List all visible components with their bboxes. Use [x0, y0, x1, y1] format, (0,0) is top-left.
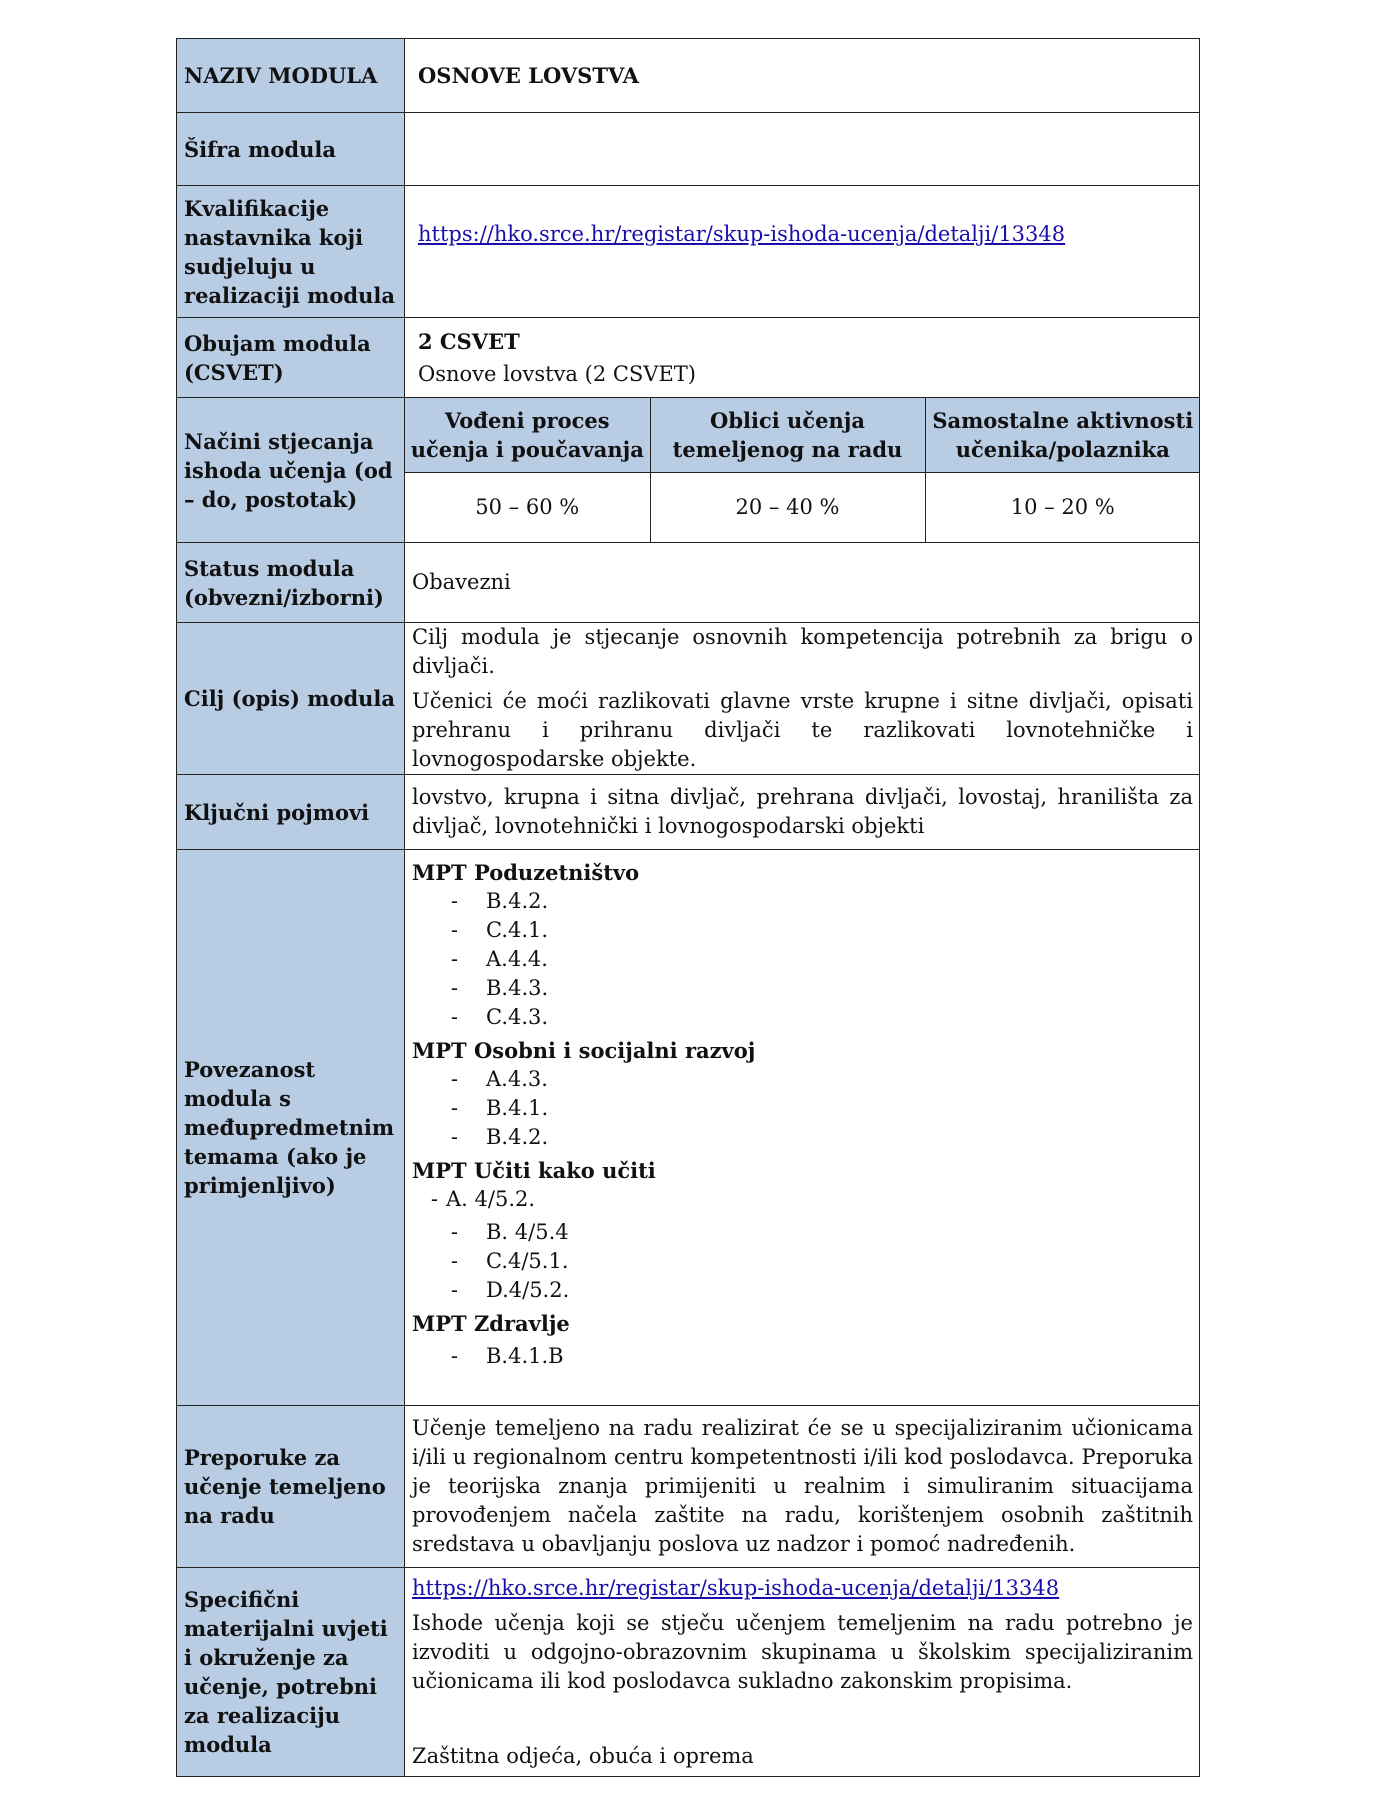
row-keywords [177, 775, 1200, 850]
row-teacher-qualifications [177, 186, 1200, 318]
volume-detail: Osnove lovstva (2 CSVET) [418, 361, 697, 386]
label-module-goal: Cilj (opis) modula [177, 623, 405, 775]
environment-paragraph: Ishode učenja koji se stječu učenjem temeljenim na radu potrebno je izvoditi u odgojno-obrazovnim skupinama u školskim specijaliziranim učionicama ili kod poslodavca sukladno zakonskim propisima. [412, 1611, 1193, 1693]
environment-paragraph: Zaštitna odjeća, obuća i oprema [412, 1744, 754, 1768]
module-document [176, 38, 1199, 1777]
label-cross-curricular: Povezanost modula s međupredmetnim temama (ako je primjenljivo) [177, 850, 405, 1406]
list-item: - B. 4/5.4 [450, 1220, 569, 1244]
methods-header: Samostalne aktivnosti učenika/polaznika [925, 398, 1200, 473]
list-item: - C.4.1. [450, 918, 549, 942]
row-learning-methods [177, 398, 1200, 543]
module-name: OSNOVE LOVSTVA [405, 39, 1200, 113]
label-module-volume: Obujam modula (CSVET) [177, 318, 405, 398]
row-module-name [177, 39, 1200, 113]
volume-value: 2 CSVET [418, 328, 520, 354]
goal-paragraph: Cilj modula je stjecanje osnovnih kompetencija potrebnih za brigu o divljači. [412, 625, 1193, 678]
row-work-based-learning [177, 1406, 1200, 1568]
list-item: - A.4.4. [450, 947, 548, 971]
work-based-learning: Učenje temeljeno na radu realizirat će se u specijaliziranim učionicama i/ili u regionalnom centru kompetentnosti i/ili kod poslodavca. Preporuka je teorijska znanja primijeniti u realnim i simuliranim situacijama provođenjem načela zaštite na radu, korištenjem osobnih zaštitnih sredstava u obavljanju poslova uz nadzor i pomoć nadređenih. [405, 1406, 1200, 1568]
list-item: - B.4.1. [450, 1096, 549, 1120]
methods-table [405, 398, 1200, 542]
label-module-status: Status modula (obvezni/izborni) [177, 543, 405, 623]
list-item: - C.4/5.1. [450, 1249, 569, 1273]
mpt-title: MPT Učiti kako učiti [412, 1158, 656, 1183]
label-module-code: Šifra modula [177, 113, 405, 186]
row-module-code [177, 113, 1200, 186]
module-status: Obavezni [405, 543, 1200, 623]
list-item: - C.4.3. [450, 1005, 549, 1029]
mpt-title: MPT Poduzetništvo [412, 860, 640, 885]
row-module-volume [177, 318, 1200, 398]
methods-value: 50 – 60 % [475, 495, 580, 519]
methods-value: 10 – 20 % [925, 473, 1200, 543]
label-teacher-qualifications: Kvalifikacije nastavnika koji sudjeluju u realizaciji modula [177, 186, 405, 318]
row-environment [177, 1568, 1200, 1777]
list-item: - B.4.1.B [450, 1344, 564, 1368]
list-item: - B.4.3. [450, 976, 549, 1000]
keywords: lovstvo, krupna i sitna divljač, prehrana divljači, lovostaj, hranilišta za divljač, lovnotehnički i lovnogospodarski objekti [405, 775, 1200, 850]
row-cross-curricular [177, 850, 1200, 1406]
goal-paragraph: Učenici će moći razlikovati glavne vrste krupne i sitne divljači, opisati prehranu i prihranu divljači te razlikovati lovnotehničke i lovnogospodarske objekte. [412, 689, 1193, 771]
methods-header: Oblici učenja temeljenog na radu [650, 398, 925, 473]
module-code [405, 113, 1200, 186]
list-item: - A. 4/5.2. [430, 1187, 536, 1211]
mpt-title: MPT Osobni i socijalni razvoj [412, 1038, 756, 1063]
label-work-based-learning: Preporuke za učenje temeljeno na radu [177, 1406, 405, 1568]
list-item: - D.4/5.2. [450, 1278, 570, 1302]
list-item: - A.4.3. [450, 1067, 548, 1091]
label-environment: Specifični materijalni uvjeti i okruženje za učenje, potrebni za realizaciju modula [177, 1568, 405, 1777]
label-module-name: NAZIV MODULA [177, 39, 405, 113]
module-table [176, 38, 1200, 1777]
methods-value: 20 – 40 % [650, 473, 925, 543]
label-learning-methods: Načini stjecanja ishoda učenja (od – do, postotak) [177, 398, 405, 543]
row-module-goal [177, 623, 1200, 775]
list-item: - B.4.2. [450, 1125, 549, 1149]
methods-header: Vođeni proces učenja i poučavanja [405, 398, 650, 473]
mpt-title: MPT Zdravlje [412, 1311, 570, 1336]
environment-link[interactable]: https://hko.srce.hr/registar/skup-ishoda-ucenja/detalji/13348 [412, 1576, 1060, 1600]
qualifications-link[interactable]: https://hko.srce.hr/registar/skup-ishoda-ucenja/detalji/13348 [418, 222, 1066, 246]
row-module-status [177, 543, 1200, 623]
label-keywords: Ključni pojmovi [177, 775, 405, 850]
list-item: - B.4.2. [450, 889, 549, 913]
